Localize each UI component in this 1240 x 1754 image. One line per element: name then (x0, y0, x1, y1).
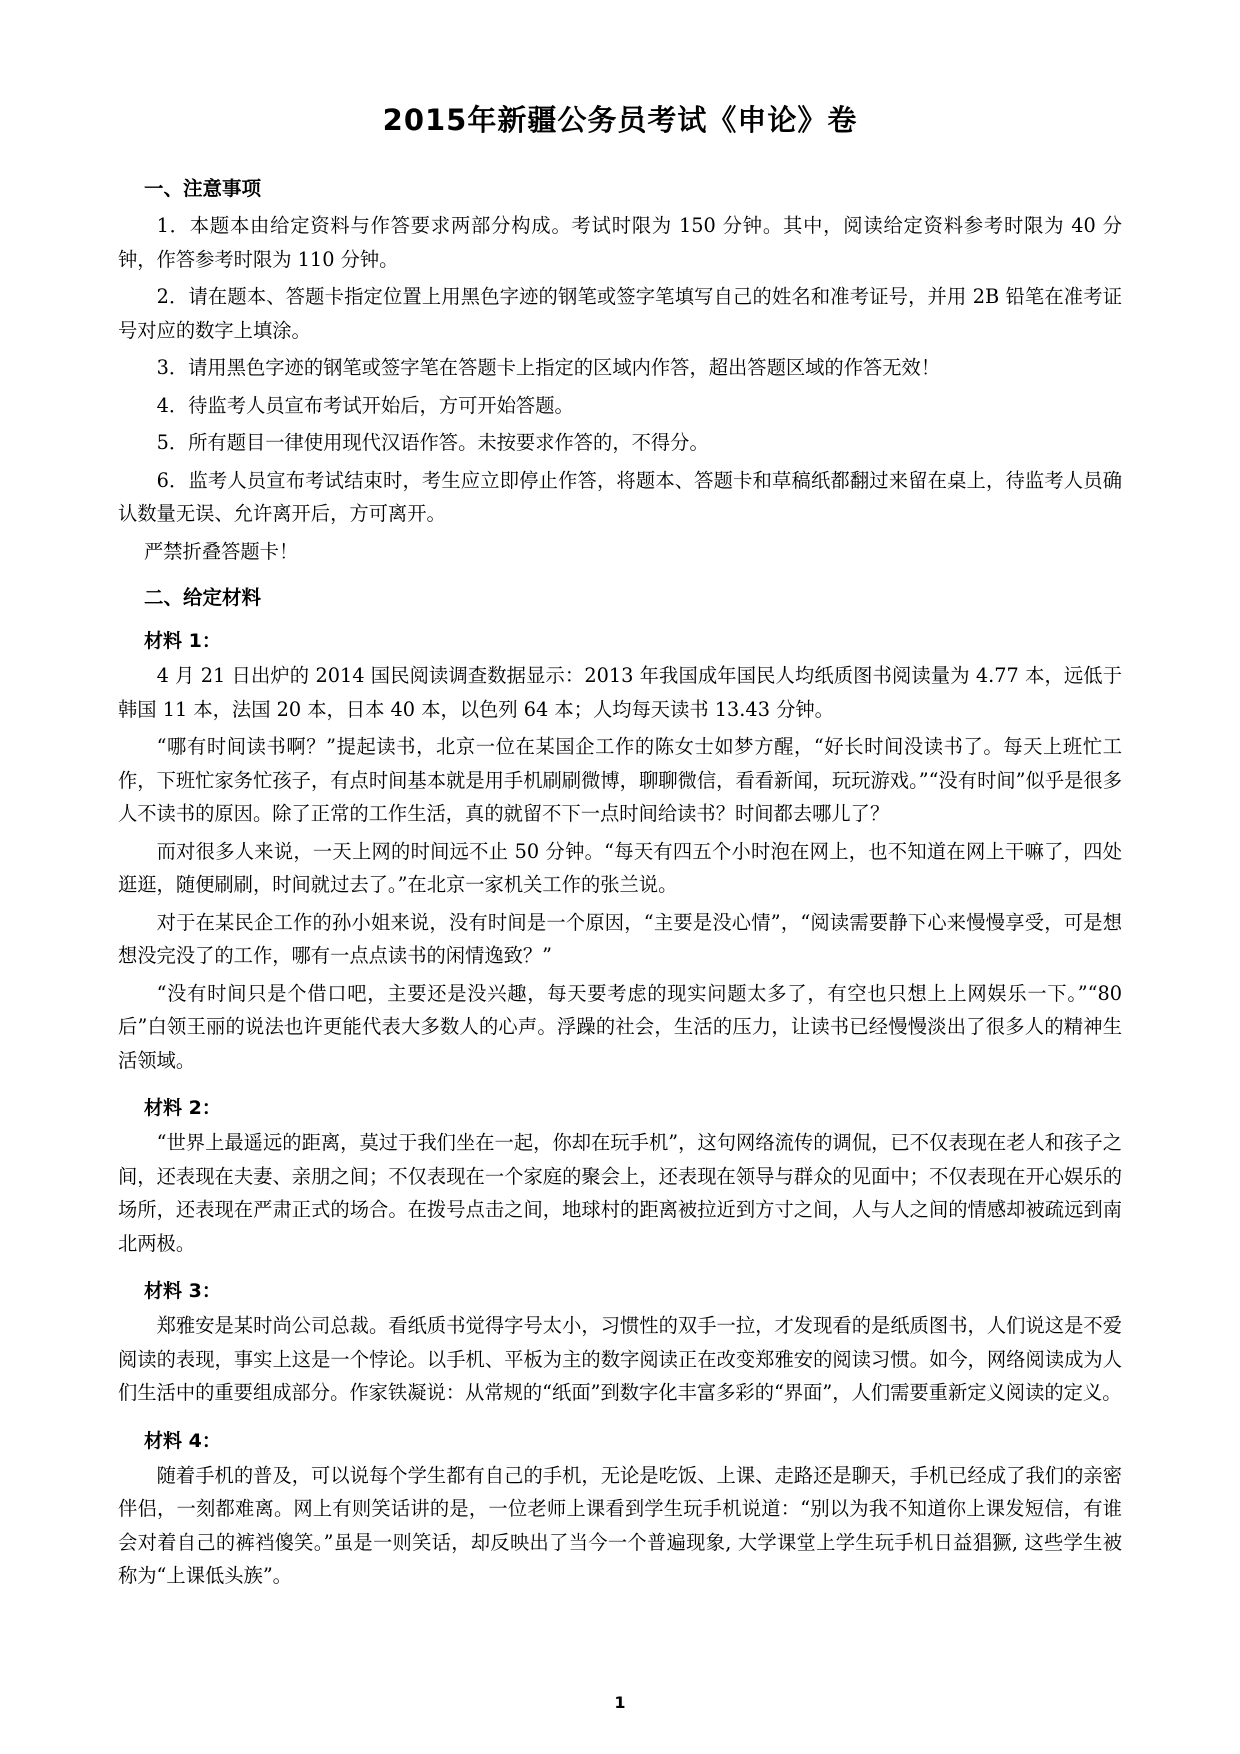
material-4-paragraph-1: 随着手机的普及，可以说每个学生都有自己的手机，无论是吃饭、上课、走路还是聊天，手机已经成了我们的亲密伴侣，一刻都难离。网上有则笑话讲的是，一位老师上课看到学生玩手机说道：“别以为我不知道你上课发短信，有谁会对着自己的裤裆傻笑。”虽是一则笑话，却反映出了当今一个普遍现象, 大学课堂上学生玩手机日益猖獗, 这些学生被称为“上课低头族”。 (118, 1463, 1122, 1587)
page-title: 2015年新疆公务员考试《申论》卷 (382, 103, 858, 137)
material-2-paragraph-1: “世界上最遥远的距离，莫过于我们坐在一起，你却在玩手机”，这句网络流传的调侃，已不仅表现在老人和孩子之间，还表现在夫妻、亲朋之间；不仅表现在一个家庭的聚会上，还表现在领导与群众的见面中；不仅表现在开心娱乐的场所，还表现在严肃正式的场合。在拨号点击之间，地球村的距离被拉近到方寸之间，人与人之间的情感却被疏远到南北两极。 (118, 1131, 1122, 1255)
material-1-label: 材料 1： (144, 630, 221, 652)
notice-warning: 严禁折叠答题卡！ (144, 539, 299, 563)
notice-item-6: 6．监考人员宣布考试结束时，考生应立即停止作答，将题本、答题卡和草稿纸都翻过来留在桌上，待监考人员确认数量无误、允许离开后，方可离开。 (118, 468, 1122, 525)
notice-item-4: 4．待监考人员宣布考试开始后，方可开始答题。 (156, 393, 574, 417)
material-1-paragraph-5: “没有时间只是个借口吧，主要还是没兴趣，每天要考虑的现实问题太多了，有空也只想上上网娱乐一下。”“80 后”白领王丽的说法也许更能代表大多数人的心声。浮躁的社会，生活的压力，让读书已经慢慢淡出了很多人的精神生活领域。 (118, 981, 1122, 1072)
material-1-paragraph-3: 而对很多人来说，一天上网的时间远不止 50 分钟。“每天有四五个小时泡在网上，也不知道在网上干嘛了，四处逛逛，随便刷刷，时间就过去了。”在北京一家机关工作的张兰说。 (118, 839, 1122, 896)
notice-item-5: 5．所有题目一律使用现代汉语作答。未按要求作答的，不得分。 (156, 431, 709, 454)
material-1-paragraph-2: “哪有时间读书啊？”提起读书，北京一位在某国企工作的陈女士如梦方醒，“好长时间没读书了。每天上班忙工作，下班忙家务忙孩子，有点时间基本就是用手机刷刷微博，聊聊微信，看看新闻，玩玩游戏。”“没有时间”似乎是很多人不读书的原因。除了正常的工作生活，真的就留不下一点时间给读书？时间都去哪儿了？ (118, 735, 1122, 825)
material-1-paragraph-1: 4 月 21 日出炉的 2014 国民阅读调查数据显示：2013 年我国成年国民人均纸质图书阅读量为 4.77 本，远低于韩国 11 本，法国 20 本，日本 40 本，以色列 64 本；人均每天读书 13.43 分钟。 (118, 664, 1122, 721)
notice-item-1: 1．本题本由给定资料与作答要求两部分构成。考试时限为 150 分钟。其中，阅读给定资料参考时限为 40 分钟，作答参考时限为 110 分钟。 (118, 214, 1122, 271)
page-number: 1 (614, 1693, 626, 1712)
material-3-paragraph-1: 郑雅安是某时尚公司总裁。看纸质书觉得字号太小，习惯性的双手一拉，才发现看的是纸质图书，人们说这是不爱阅读的表现，事实上这是一个悖论。以手机、平板为主的数字阅读正在改变郑雅安的阅读习惯。如今，网络阅读成为人们生活中的重要组成部分。作家铁凝说：从常规的“纸面”到数字化丰富多彩的“界面”，人们需要重新定义阅读的定义。 (118, 1314, 1122, 1404)
material-3-label: 材料 3： (144, 1280, 221, 1302)
section-heading-materials: 二、给定材料 (144, 586, 262, 609)
notice-item-2: 2．请在题本、答题卡指定位置上用黑色字迹的钢笔或签字笔填写自己的姓名和准考证号，并用 2B 铅笔在准考证号对应的数字上填涂。 (118, 285, 1122, 342)
section-heading-notice: 一、注意事项 (144, 177, 262, 200)
material-2-label: 材料 2： (144, 1097, 221, 1119)
material-4-label: 材料 4： (144, 1429, 221, 1452)
material-1-paragraph-4: 对于在某民企工作的孙小姐来说，没有时间是一个原因，“主要是没心情”，“阅读需要静下心来慢慢享受，可是想想没完没了的工作，哪有一点点读书的闲情逸致？” (118, 910, 1122, 967)
notice-item-3: 3．请用黑色字迹的钢笔或签字笔在答题卡上指定的区域内作答，超出答题区域的作答无效！ (156, 356, 941, 379)
